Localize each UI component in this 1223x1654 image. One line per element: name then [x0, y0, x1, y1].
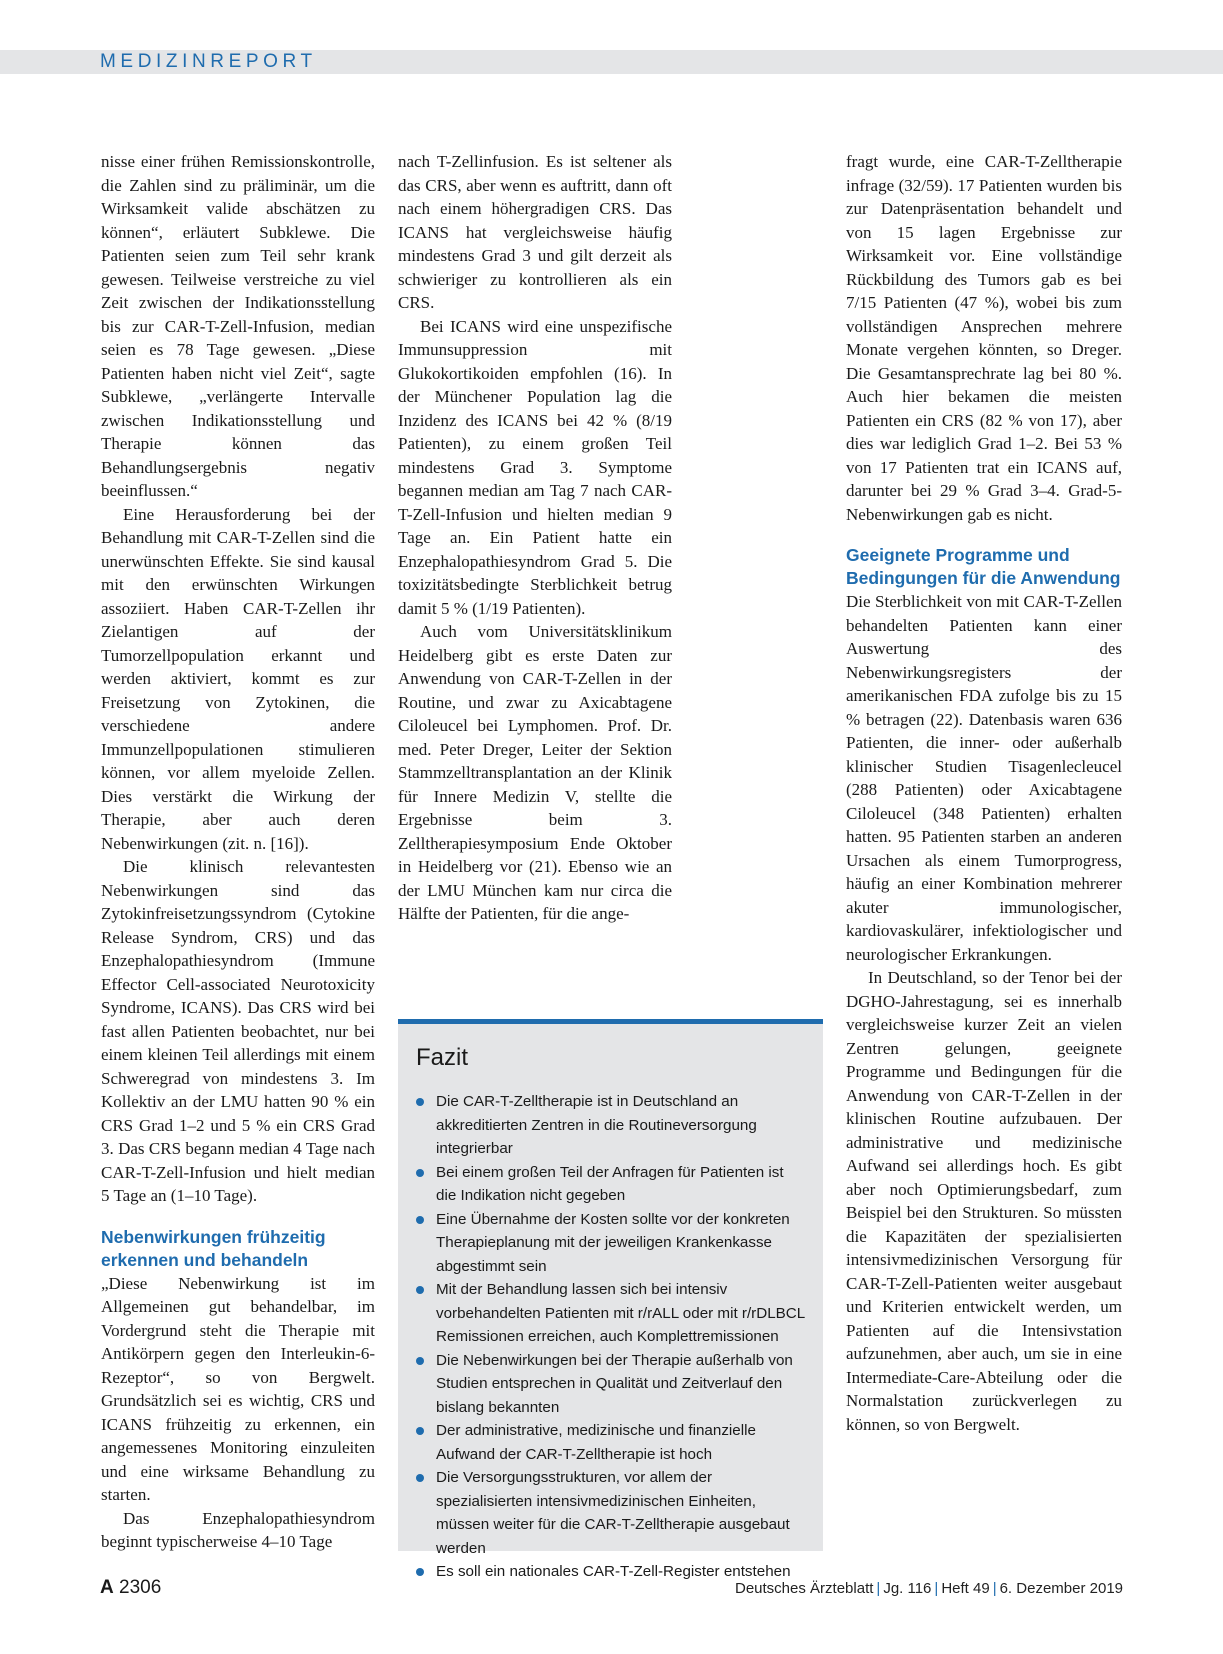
- journal-date: 6. Dezember 2019: [999, 1580, 1123, 1597]
- fazit-item: [416, 1161, 807, 1208]
- page-number-value: 2306: [119, 1577, 162, 1598]
- fazit-item-text: Bei einem großen Teil der Anfragen für Patienten ist die Indikation nicht gegeben: [436, 1163, 784, 1204]
- subheading: Nebenwirkungen frühzeitig erkennen und behandeln: [101, 1226, 326, 1270]
- separator: |: [876, 1580, 881, 1597]
- bullet-icon: [416, 1216, 424, 1224]
- paragraph: „Diese Nebenwirkung ist im Allgemeinen gut behandelbar, im Vordergrund steht die Therapie mit Antikörpern gegen den Interleukin-6-Rezeptor“, so von Bergwelt. Grundsätzlich sei es wichtig, CRS und ICANS frühzeitig zu erkennen, ein angemessenes Monitoring einzuleiten und eine wirksame Behandlung zu starten.: [101, 1273, 375, 1504]
- bullet-icon: [416, 1169, 424, 1177]
- bullet-icon: [416, 1474, 424, 1482]
- fazit-item-text: Es soll ein nationales CAR-T-Zell-Register entstehen: [436, 1563, 791, 1580]
- fazit-item: [416, 1419, 807, 1466]
- fazit-item-text: Die CAR-T-Zelltherapie ist in Deutschland an akkreditierten Zentren in die Routineversorgung integrierbar: [436, 1093, 757, 1157]
- fazit-item-text: Der administrative, medizinische und finanzielle Aufwand der CAR-T-Zelltherapie ist hoch: [436, 1422, 756, 1463]
- fazit-item: [416, 1466, 807, 1560]
- fazit-item: [416, 1208, 807, 1279]
- paragraph: nach T-Zellinfusion. Es ist seltener als das CRS, aber wenn es auftritt, dann oft nach einem höhergradigen CRS. Das ICANS hat vergleichsweise häufig mindestens Grad 3 und gilt derzeit als schwieriger zu kontrollieren als ein CRS.: [398, 152, 672, 312]
- paragraph: Die klinisch relevantesten Nebenwirkungen sind das Zytokinfreisetzungssyndrom (Cytokine Release Syndrom, CRS) und das Enzephalopathiesyndrom (Immune Effector Cell-associated Neurotoxicity Syndrome, ICANS). Das CRS wird bei fast allen Patienten beobachtet, nur bei einem kleinen Teil allerdings mit einem Schweregrad von mindestens 3. Im Kollektiv an der LMU hatten 90 % ein CRS Grad 1–2 und 5 % ein CRS Grad 3. Das CRS begann median 4 Tage nach CAR-T-Zell-Infusion und hielt median 5 Tage an (1–10 Tage).: [101, 857, 375, 1205]
- page-prefix: A: [100, 1577, 114, 1598]
- bullet-icon: [416, 1357, 424, 1365]
- paragraph: fragt wurde, eine CAR-T-Zelltherapie infrage (32/59). 17 Patienten wurden bis zur Datenpräsentation behandelt und von 15 lagen Ergebnisse zur Wirksamkeit vor. Eine vollständige Rückbildung des Tumors gab es bei 7/15 Patienten (47 %), wobei bis zum vollständigen Ansprechen mehrere Monate vergehen könnten, so Dreger. Die Gesamtansprechrate lag bei 80 %. Auch hier bekamen die meisten Patienten ein CRS (82 % von 17), aber dies war lediglich Grad 1–2. Bei 53 % von 17 Patienten trat ein ICANS auf, darunter bei 29 % Grad 3–4. Grad-5-Nebenwirkungen gab es nicht.: [846, 152, 1122, 524]
- article-column-1: [101, 150, 375, 1554]
- fazit-item: [416, 1349, 807, 1420]
- journal-info: [735, 1580, 1123, 1597]
- fazit-item: [416, 1090, 807, 1161]
- fazit-item-text: Eine Übernahme der Kosten sollte vor der konkreten Therapieplanung mit der jeweiligen Krankenkasse abgestimmt sein: [436, 1210, 790, 1275]
- separator: |: [934, 1580, 939, 1597]
- journal-issue: Heft 49: [941, 1580, 990, 1597]
- bullet-icon: [416, 1568, 424, 1576]
- paragraph: Die Sterblichkeit von mit CAR-T-Zellen behandelten Patienten kann einer Auswertung des Nebenwirkungsregisters der amerikanischen FDA zufolge bis zu 15 % betragen (22). Datenbasis waren 636 Patienten, die inner- oder außerhalb klinischer Studien Tisagenlecleucel (288 Patienten) oder Axicabtagene Ciloleucel (348 Patienten) erhalten hatten. 95 Patienten starben an anderen Ursachen als einem Tumorprogress, häufig an einer Kombination mehrerer akuter immunologischer, kardiovaskulärer, infektiologischer und neurologischer Erkrankungen.: [846, 592, 1122, 964]
- paragraph: nisse einer frühen Remissionskontrolle, die Zahlen sind zu präliminär, um die Wirksamkeit valide abschätzen zu können“, erläutert Subklewe. Die Patienten seien zum Teil sehr krank gewesen. Teilweise verstreiche zu viel Zeit zwischen der Indikationsstellung bis zur CAR-T-Zell-Infusion, median seien es 78 Tage gewesen. „Diese Patienten haben nicht viel Zeit“, sagte Subklewe, „verlängerte Intervalle zwischen Indikationsstellung und Therapie können das Behandlungsergebnis negativ beeinflussen.“: [101, 152, 375, 500]
- paragraph: Eine Herausforderung bei der Behandlung mit CAR-T-Zellen sind die unerwünschten Effekte. Sie sind kausal mit den erwünschten Wirkungen assoziiert. Haben CAR-T-Zellen ihr Zielantigen auf der Tumorzellpopulation erkannt und werden aktiviert, kommt es zur Freisetzung von Zytokinen, die verschiedene andere Immunzellpopulationen stimulieren können, vor allem myeloide Zellen. Dies verstärkt die Wirkung der Therapie, aber auch deren Nebenwirkungen (zit. n. [16]).: [101, 504, 375, 853]
- bullet-icon: [416, 1286, 424, 1294]
- fazit-item-text: Die Versorgungsstrukturen, vor allem der spezialisierten intensivmedizinischen Einheiten, müssen weiter für die CAR-T-Zelltherapie ausgebaut werden: [436, 1469, 790, 1557]
- bullet-icon: [416, 1098, 424, 1106]
- paragraph: Das Enzephalopathiesyndrom beginnt typischerweise 4–10 Tage: [101, 1508, 375, 1551]
- fazit-title: Fazit: [416, 1044, 469, 1071]
- section-title: MEDIZINREPORT: [100, 51, 317, 72]
- article-column-2: [398, 150, 672, 926]
- fazit-item-text: Mit der Behandlung lassen sich bei intensiv vorbehandelten Patienten mit r/rALL oder mit r/rDLBCL Remissionen erreichen, auch Komplettremissionen: [436, 1281, 805, 1345]
- article-column-3: [846, 150, 1122, 1436]
- paragraph: Bei ICANS wird eine unspezifische Immunsuppression mit Glukokortikoiden empfohlen (16). In der Münchener Population lag die Inzidenz des ICANS bei 42 % (8/19 Patienten), zu einem großen Teil mindestens Grad 3. Symptome begannen median am Tag 7 nach CAR-T-Zell-Infusion und hielten median 9 Tage an. Ein Patient hatte ein Enzephalopathiesyndrom Grad 5. Die toxizitätsbedingte Sterblichkeit betrug damit 5 % (1/19 Patienten).: [398, 316, 672, 618]
- separator: |: [992, 1580, 997, 1597]
- fazit-item: [416, 1278, 807, 1349]
- fazit-list: [416, 1090, 807, 1584]
- subheading: Geeignete Programme und Bedingungen für die Anwendung: [846, 545, 1121, 588]
- fazit-box: [398, 1019, 823, 1580]
- journal-volume: Jg. 116: [883, 1580, 932, 1597]
- paragraph: In Deutschland, so der Tenor bei der DGHO-Jahrestagung, sei es innerhalb vergleichsweise kurzer Zeit an vielen Zentren gelungen, geeignete Programme und Bedingungen für die Anwendung von CAR-T-Zellen in der klinischen Routine aufzubauen. Der administrative und medizinische Aufwand sei allerdings hoch. Es gibt aber noch Optimierungsbedarf, zum Beispiel bei den Strukturen. So müssten die Kapazitäten der spezialisierten intensivmedizinischen Versorgung für CAR-T-Zell-Patienten weiter ausgebaut und Kriterien entwickelt werden, um Patienten auf die Intensivstation aufzunehmen, aber auch, um sie in eine Intermediate-Care-Abteilung oder die Normalstation zurückverlegen zu können, so von Bergwelt.: [846, 968, 1122, 1434]
- fazit-item-text: Die Nebenwirkungen bei der Therapie außerhalb von Studien entsprechen in Qualität und Zeitverlauf den bislang bekannten: [436, 1351, 793, 1416]
- bullet-icon: [416, 1427, 424, 1435]
- journal-name: Deutsches Ärzteblatt: [735, 1580, 874, 1597]
- page-number: [100, 1577, 161, 1599]
- paragraph: Auch vom Universitätsklinikum Heidelberg gibt es erste Daten zur Anwendung von CAR-T-Zellen in der Routine, und zwar zu Axicabtagene Ciloleucel bei Lymphomen. Prof. Dr. med. Peter Dreger, Leiter der Sektion Stammzelltransplantation an der Klinik für Innere Medizin V, stellte die Ergebnisse beim 3. Zelltherapiesymposium Ende Oktober in Heidelberg vor (21). Ebenso wie an der LMU München kam nur circa die Hälfte der Patienten, für die ange-: [398, 622, 672, 923]
